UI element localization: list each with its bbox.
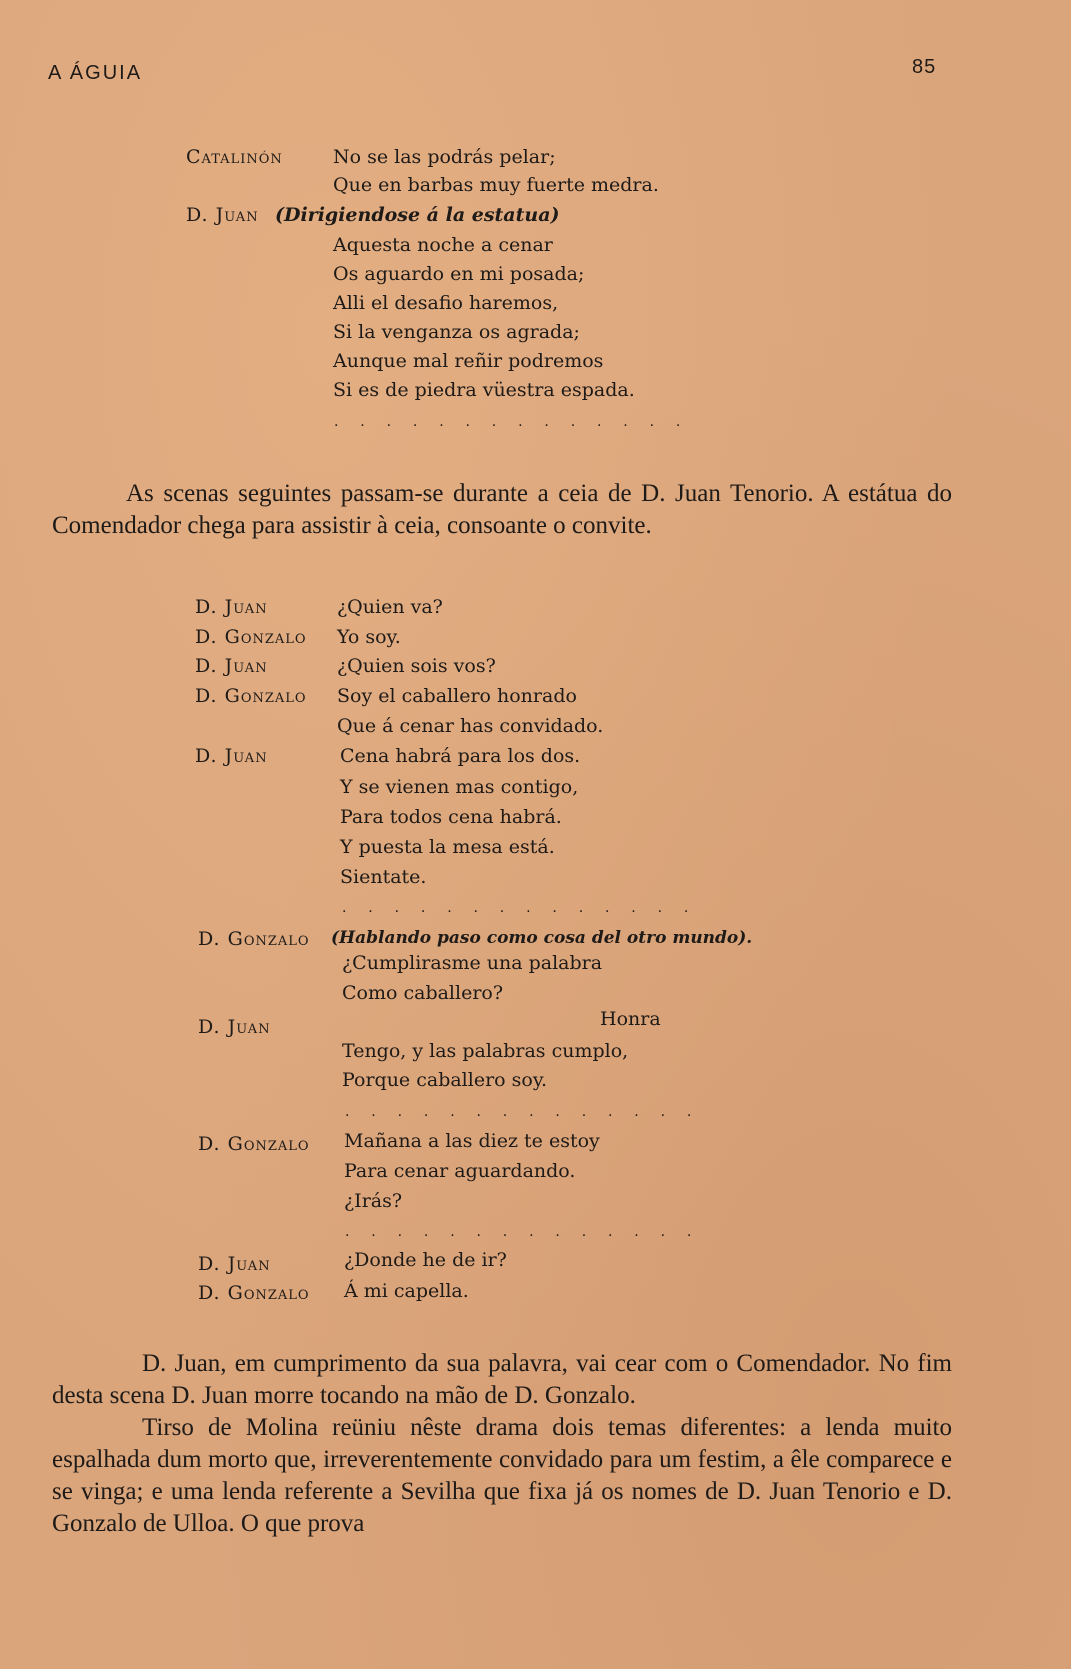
verse-line: ¿Quien sois vos? <box>337 655 496 677</box>
verse-line: Soy el caballero honrado <box>337 685 577 707</box>
stage-direction: (Hablando paso como cosa del otro mundo). <box>331 928 753 948</box>
ellipsis-separator: . . . . . . . . . . . . . . <box>334 414 690 430</box>
verse-line: Que á cenar has convidado. <box>337 715 604 737</box>
speaker-name: D. Juan <box>195 745 268 767</box>
body-paragraph: D. Juan, em cumprimento da sua palavra, vai cear com o Comendador. No fim desta scena D. Juan morre tocando na mão de D. Gonzalo. <box>52 1350 952 1409</box>
verse-line: Que en barbas muy fuerte medra. <box>333 174 659 196</box>
verse-line: No se las podrás pelar; <box>333 146 556 168</box>
verse-line: Porque caballero soy. <box>342 1069 548 1091</box>
verse-line: Y puesta la mesa está. <box>340 836 555 858</box>
speaker-name: D. Gonzalo <box>198 1133 310 1155</box>
speaker-name: D. Juan <box>195 655 268 677</box>
verse-line: Alli el desafio haremos, <box>333 292 559 314</box>
verse-line: Tengo, y las palabras cumplo, <box>342 1040 629 1062</box>
verse-line: Para todos cena habrá. <box>340 806 562 828</box>
verse-line: Aquesta noche a cenar <box>333 234 553 256</box>
speaker-name: D. Gonzalo <box>195 626 307 648</box>
speaker-name: D. Juan <box>195 596 268 618</box>
verse-line: Si la venganza os agrada; <box>333 321 580 343</box>
ellipsis-separator: . . . . . . . . . . . . . . <box>345 1224 701 1240</box>
verse-line: Como caballero? <box>342 982 504 1004</box>
verse-line: Aunque mal reñir podremos <box>333 350 604 372</box>
ellipsis-separator: . . . . . . . . . . . . . . <box>342 900 698 916</box>
page-number: 85 <box>912 56 937 78</box>
speaker-name: D. Gonzalo <box>195 685 307 707</box>
verse-line: Honra <box>600 1008 661 1030</box>
verse-line: ¿Quien va? <box>337 596 443 618</box>
verse-line: Os aguardo en mi posada; <box>333 263 585 285</box>
verse-line: Á mi capella. <box>344 1280 469 1302</box>
running-head-title: A ÁGUIA <box>48 62 143 84</box>
intro-paragraph: As scenas seguintes passam-se durante a ceia de D. Juan Tenorio. A estátua do Comendador chega para assistir à ceia, consoante o convite. <box>52 480 952 539</box>
verse-line: ¿Cumplirasme una palabra <box>342 952 603 974</box>
verse-line: ¿Irás? <box>344 1190 403 1212</box>
verse-line: Y se vienen mas contigo, <box>340 776 579 798</box>
verse-line: Mañana a las diez te estoy <box>344 1130 600 1152</box>
stage-direction: (Dirigiendose á la estatua) <box>275 204 560 226</box>
ellipsis-separator: . . . . . . . . . . . . . . <box>345 1104 701 1120</box>
verse-line: Sientate. <box>340 866 427 888</box>
verse-line: Si es de piedra vüestra espada. <box>333 379 635 401</box>
speaker-name: D. Juan <box>198 1016 271 1038</box>
body-paragraph: Tirso de Molina reüniu nêste drama dois temas diferentes: a lenda muito espalhada dum morto que, irreverentemente convidado para um festim, a êle comparece e se vinga; e uma lenda referente a Sevilha que fixa já os nomes de D. Juan Tenorio e D. Gonzalo de Ulloa. O que prova <box>52 1414 952 1537</box>
verse-line: Cena habrá para los dos. <box>340 745 581 767</box>
speaker-name: D. Gonzalo <box>198 1282 310 1304</box>
speaker-name: D. Juan <box>198 1253 271 1275</box>
verse-line: Yo soy. <box>337 626 401 648</box>
speaker-name: D. Juan <box>186 204 259 226</box>
verse-line: Para cenar aguardando. <box>344 1160 576 1182</box>
speaker-name: Catalinón <box>186 146 283 168</box>
verse-line: ¿Donde he de ir? <box>344 1249 507 1271</box>
speaker-name: D. Gonzalo <box>198 928 310 950</box>
